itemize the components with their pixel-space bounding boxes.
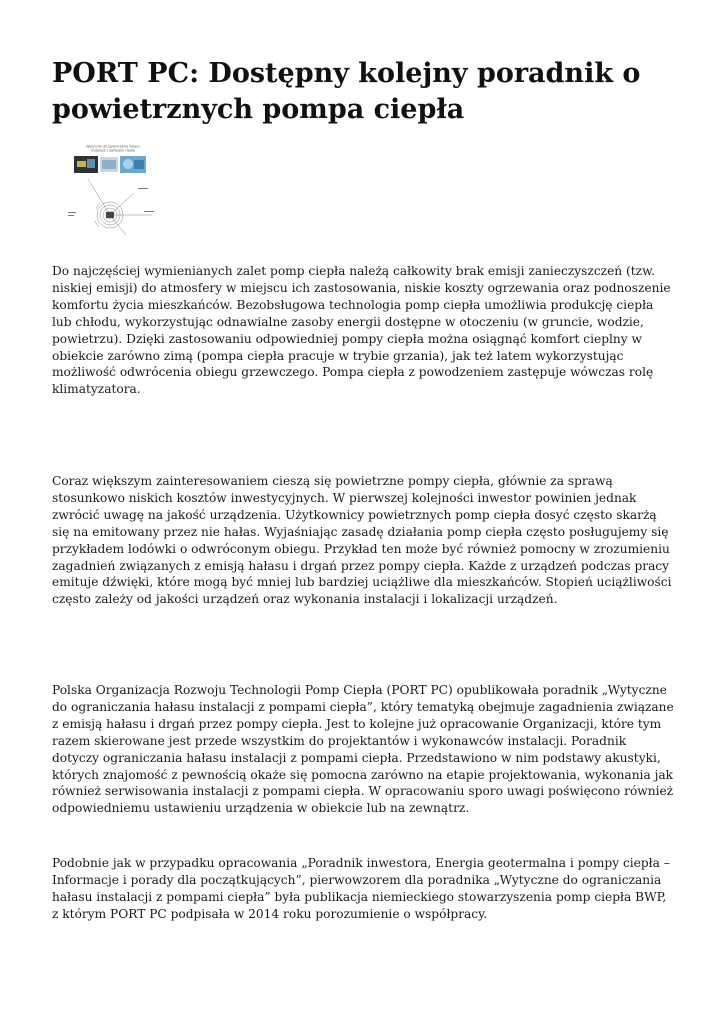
thumbnail-caption-1: Wytyczne do ograniczania hałasu xyxy=(86,144,140,149)
thumbnail-photo-strip xyxy=(74,156,146,173)
article-title: PORT PC: Dostępny kolejny poradnik o powietrznych pompa ciepła xyxy=(52,58,641,125)
article-thumbnail[interactable] xyxy=(66,143,160,237)
thumbnail-image xyxy=(66,143,160,237)
article-paragraph-1: Do najczęściej wymienianych zalet pomp ciepła należą całkowity brak emisji zanieczyszczeń (tzw. niskiej emisji) do atmosfery w miejscu ich zastosowania, niskie koszty ogrzewania oraz podnoszenie komfortu życia mieszkańców. Bezobsługowa technologia pomp ciepła umożliwia produkcję ciepła lub chłodu, wykorzystując odnawialne zasoby energii dostępne w otoczeniu (w gruncie, wodzie, powietrzu). Dzięki zastosowaniu odpowiedniej pompy ciepła można osiągnąć komfort cieplny w obiekcie zarówno zimą (pompa ciepła pracuje w trybie grzania), jak też latem wykorzystując możliwość odwrócenia obiegu grzewczego. Pompa ciepła z powodzeniem zastępuje wówczas rolę klimatyzatora. xyxy=(52,264,671,397)
article-paragraph-3: Polska Organizacja Rozwoju Technologii Pomp Ciepła (PORT PC) opublikowała poradnik „Wytyczne do ograniczania hałasu instalacji z pompami ciepła”, który tematyką obejmuje zagadnienia związane z emisją hałasu i drgań przez pompy ciepła. Jest to kolejne już opracowanie Organizacji, które tym razem skierowane jest przede wszystkim do projektantów i wykonawców instalacji. Poradnik dotyczy ograniczania hałasu instalacji z pompami ciepła. Przedstawiono w nim podstawy akustyki, których znajomość z pewnością okaże się pomocna zarówno na etapie projektowania, wykonania jak również serwisowania instalacji z pompami ciepła. W opracowaniu sporo uwagi poświęcono również odpowiedniemu ustawieniu urządzenia w obiekcie lub na zewnątrz. xyxy=(52,683,674,816)
article-paragraph-4: Podobnie jak w przypadku opracowania „Poradnik inwestora, Energia geotermalna i pompy ciepła – Informacje i porady dla początkujących”, pierwowzorem dla poradnika „Wytyczne do ograniczania hałasu instalacji z pompami ciepła” była publikacja niemieckiego stowarzyszenia pomp ciepła BWP, z którym PORT PC podpisała w 2014 roku porozumienie o współpracy. xyxy=(52,856,670,921)
article-paragraph-2: Coraz większym zainteresowaniem cieszą się powietrzne pompy ciepła, głównie za sprawą stosunkowo niskich kosztów inwestycyjnych. W pierwszej kolejności inwestor powinien jednak zwrócić uwagę na jakość urządzenia. Użytkownicy powietrznych pomp ciepła dosyć często skarżą się na emitowany przez nie hałas. Wyjaśniając zasadę działania pomp ciepła często posługujemy się przykładem lodówki o odwróconym obiegu. Przykład ten może być również pomocny w zrozumieniu zagadnień związanych z emisją hałasu i drgań przez pompy ciepła. Każde z urządzeń podczas pracy emituje dźwięki, które mogą być mniej lub bardziej uciążliwe dla mieszkańców. Stopień uciążliwości często zależy od jakości urządzeń oraz wykonania instalacji i lokalizacji urządzeń. xyxy=(52,474,672,607)
thumbnail-caption-2: instalacji z pompami ciepła xyxy=(91,148,135,153)
